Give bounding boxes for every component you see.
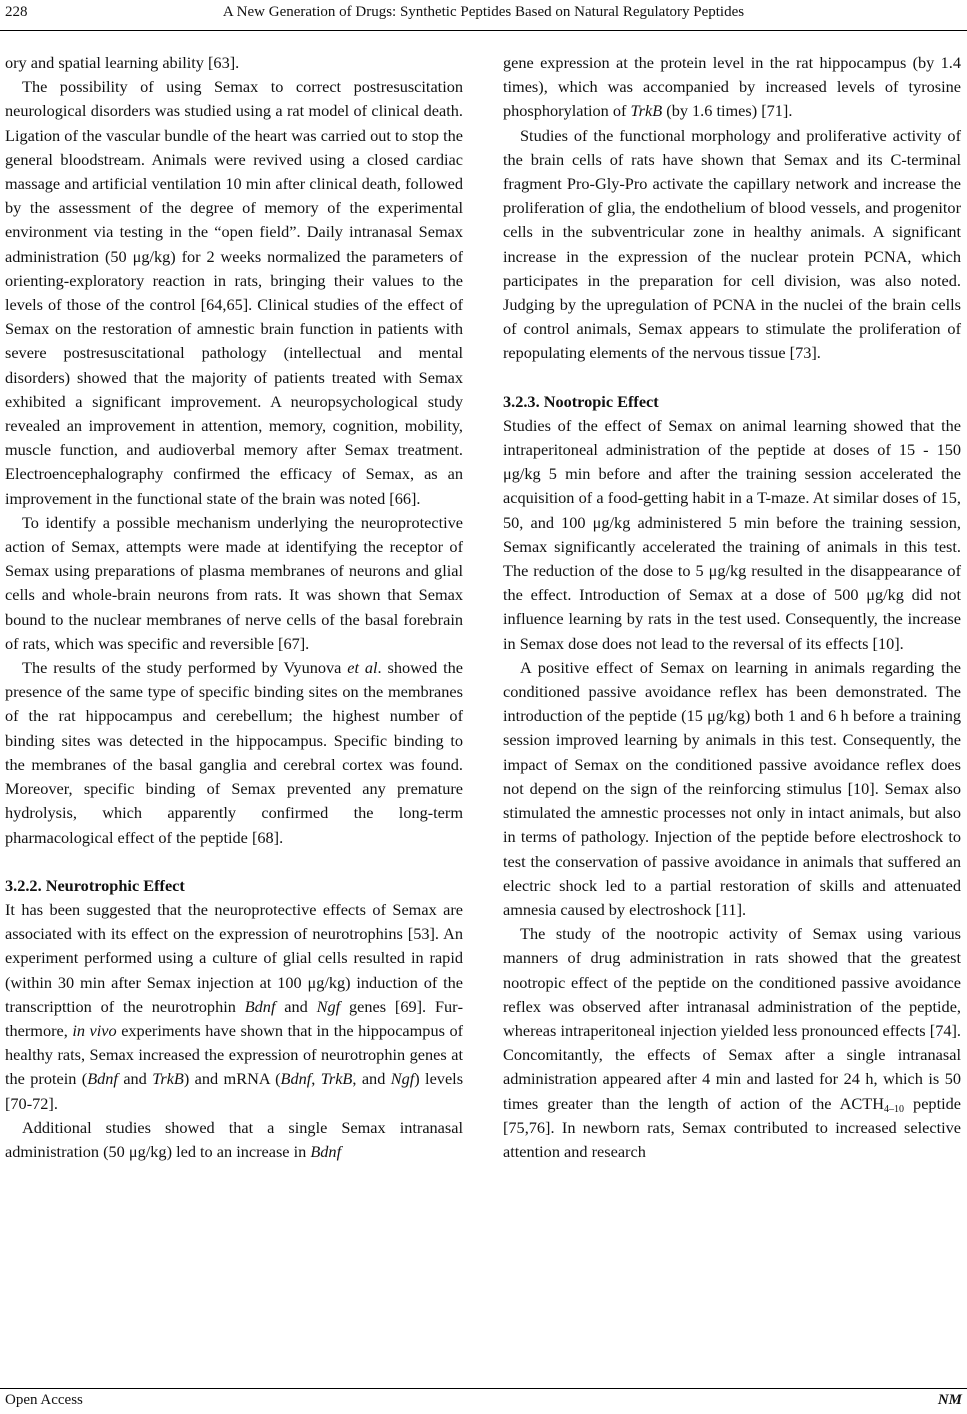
open-access-label: Open Access (5, 1392, 83, 1408)
header-rule (0, 30, 967, 31)
journal-abbrev: NM (937, 1392, 962, 1408)
footer-rule (0, 1388, 967, 1389)
paragraph: Studies of the effect of Semax on animal learning showed that the intraperitoneal administration of the peptide at doses of 15 - 150 μg/kg 5 min before and after the training session accelerated the acquisition of a food-getting habit in a T-maze. At similar doses of 15, 50, and 100 μg/kg administered 5 min before the training session, Semax significantly accelerated the training of animals in this test. The reduction of the dose to 5 μg/kg resulted in the disappearance of the effect. Introduction of Semax at a dose of 500 μg/kg did not influence learning by rats in the test used. Consequently, the increase in Semax dose does not lead to the reversal of its effects [10]. (503, 415, 961, 653)
page-footer (0, 1392, 967, 1412)
paragraph: ory and spatial learning ability [63]. (5, 53, 240, 72)
paragraph: A positive effect of Semax on learning in animals regarding the conditioned passive avoidance reflex has been demonstrated. The introduction of the peptide (15 μg/kg) both 1 and 6 h before a training session improved learning by animals in this test. Consequently, the impact of Semax on the conditioned passive avoidance reflex does not depend on the sign of the reinforcing stimulus [10]. Semax also stimulated the amnestic processes not only in intact animals, but also in terms of pathology. Injection of the peptide before electroshock to test the conservation of passive avoidance in animals that suffered an electric shock led to a partial restoration of skills and attenuated amnesia caused by electroshock [11]. (503, 657, 961, 919)
right-column (503, 51, 961, 1164)
running-title: A New Generation of Drugs: Synthetic Peptides Based on Natural Regulatory Peptides (222, 4, 745, 20)
paragraph: The possibility of using Semax to correct postresuscitation neurological disorders was studied using a rat model of clinical death. Ligation of the vascular bundle of the heart was carried out to stop the general bloodstream. Animals were revived using a closed cardiac massage and artificial ventilation 10 min after clinical death, followed by the assessment of the degree of memory of the experimental environment via testing in the “open field”. Daily intranasal Semax administration (50 μg/kg) for 2 weeks normalized the parameters of orienting-exploratory reaction in rats, bringing their values to the levels of those of the control [64,65]. Clinical studies of the effect of Semax on the restoration of amnestic brain function in patients with severe postresuscitational pathology (intellectual and mental disorders) showed that the majority of patients treated with Semax exhibited a significant improvement. A neuropsychological study revealed an improvement in attention, memory, cognition, mobility, muscle function, and audioverbal memory after Semax treatment. Electroencephalography confirmed the efficacy of Semax, as an improvement in the functional state of the brain was noted [66]. (5, 77, 463, 508)
left-column (5, 51, 463, 1164)
page-header (0, 4, 967, 30)
page-number: 228 (5, 4, 28, 20)
paragraph: gene expression at the protein level in the rat hippocampus (by 1.4 times), which was accompanied by increased levels of tyrosine phosphorylation of TrkB (by 1.6 times) [71]. (503, 53, 961, 121)
paragraph: The study of the nootropic activity of Semax using various manners of drug administration in rats showed that the greatest nootropic effect of the peptide on the conditioned passive avoidance reflex was observed after intranasal administration of the peptide, whereas intraperitoneal injection yielded less pronounced effects [74]. Concomitantly, the effects of Semax after a single intranasal administration appeared after 4 min and lasted for 24 h, which is 50 times greater than the length of action of the $ACTH_{4-10}$ peptide [75,76]. In newborn rats, Semax contributed to increased selective attention and research (503, 924, 961, 1161)
paragraph: To identify a possible mechanism underlying the neuroprotective action of Semax, attempts were made at identifying the receptor of Semax using preparations of plasma membranes of neurons and glial cells and whole-brain neurons from rats. It was shown that Semax bound to the nuclear membranes of nerve cells of the basal forebrain of rats, which was specific and reversible [67]. (5, 512, 463, 653)
section-heading-neurotrophic: 3.2.2. Neurotrophic Effect (5, 875, 185, 895)
paragraph: The results of the study performed by Vyunova et al. showed the presence of the same type of specific binding sites on the membranes of the rat hippocampus and cerebellum; the highest number of binding sites was detected in the hippocampus. Specific binding to the membranes of the basal ganglia and cerebral cortex was found. Moreover, specific binding of Semax prevented any premature hydrolysis, which apparently confirmed the long-term pharmacological effect of the peptide [68]. (5, 658, 464, 847)
section-heading-nootropic: 3.2.3. Nootropic Effect (503, 391, 659, 411)
paragraph: Additional studies showed that a single Semax intranasal administration (50 μg/kg) led to an increase in Bdnf (5, 1117, 463, 1161)
paragraph: Studies of the functional morphology and proliferative activity of the brain cells of rats have shown that Semax and its C-terminal fragment Pro-Gly-Pro activate the capillary network and increase the proliferation of glia, the endothelium of blood vessels, and progenitor cells in the subventricular zone in healthy animals. A significant increase in the expression of the nuclear protein PCNA, which participates in the preparation for cell division, was also noted. Judging by the upregulation of PCNA in the nuclei of the brain cells of control animals, Semax appears to stimulate the proliferation of repopulating elements of the nervous tissue [73]. (503, 125, 961, 363)
paragraph: It has been suggested that the neuroprotective effects of Semax are associated with its effect on the expression of neurotrophins [53]. An experiment performed using a culture of glial cells resulted in rapid (within 30 min after Semax injection at 100 μg/kg) induction of the transcripttion of the neurotrophin Bdnf and Ngf genes [69]. Furthermore, in vivo experiments have shown that in the hippocampus of healthy rats, Semax increased the expression of neurotrophin genes at the protein (Bdnf and TrkB) and mRNA (Bdnf, TrkB, and Ngf) levels [70-72]. (5, 899, 464, 1113)
